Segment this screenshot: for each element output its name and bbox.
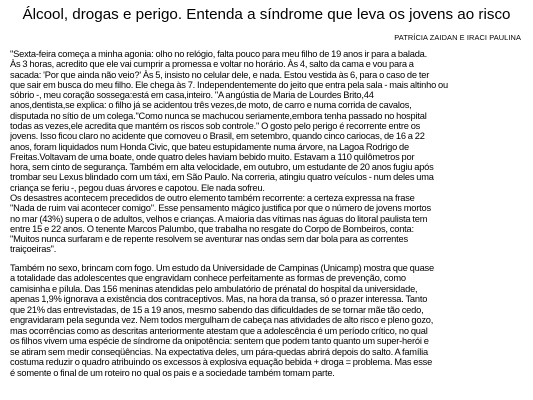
text-line: anos, foram liquidados num Honda Civic, que bateu estupidamente numa árvore, na Lagoa Rodrigo de — [10, 141, 409, 152]
text-line: apenas 1,9% ignorava a existência dos contraceptivos. Mas, na hora da transa, só o prazer interessa. Tanto — [10, 294, 428, 305]
text-line: no mar (43%) supera o de adultos, velhos e crianças. A maioria das vítimas nas águas do litoral paulista tem — [10, 213, 428, 224]
text-line: os filhos vivem uma espécie de síndrome da onipotência: sentem que podem tanto quanto um super-herói e — [10, 336, 429, 347]
article-byline: PATRÍCIA ZAIDAN E IRACI PAULINA — [394, 33, 521, 42]
text-line: costuma reduzir o quadro atribuindo os excessos à explosiva equação bebida + droga = problema. Mas esse — [10, 357, 433, 368]
text-line: "Nada de ruim vai acontecer comigo". Esse pensamento mágico justifica por que o número de jovens mortos — [10, 203, 431, 214]
paragraph-1 — [10, 49, 525, 255]
text-line: anos,dentista,se explica: o filho já se acidentou três vezes,de moto, de carro e numa corrida de cavalos, — [10, 100, 412, 111]
text-line: se atiram sem medir conseqüências. Na expectativa deles, um pára-quedas abrirá depois do salto. A família — [10, 346, 428, 357]
text-line: trombar seu Lexus blindado com um táxi, em São Paulo. Na correria, atingiu quatro veículos - num deles uma — [10, 172, 434, 183]
text-line: é somente o final de um roteiro no qual os pais e a sociedade também tomam parte. — [10, 367, 335, 378]
text-line: disputada no sítio de um colega."Como nunca se machucou seriamente,embora tenha passado no hospital — [10, 110, 427, 121]
paragraph-2 — [10, 263, 525, 378]
text-line: sóbrio -, meu coração sossega:está em casa,inteiro. "A angústia de Maria de Lourdes Brito,44 — [10, 90, 374, 101]
text-line: todas as vezes,ele acredita que mantém os riscos sob controle." O gosto pelo perigo é recorrente entre os — [10, 120, 421, 131]
text-line: Freitas.Voltavam de uma boate, onde quatro deles haviam bebido muito. Estavam a 110 quilômetros por — [10, 151, 415, 162]
text-line: Os desastres acontecem precedidos de outro elemento também recorrente: a certeza expressa na frase — [10, 192, 415, 203]
text-line: camisinha e pílula. Das 156 meninas atendidas pelo ambulatório de prénatal do hospital da universidade, — [10, 283, 418, 294]
text-line: que sair em busca do meu filho. Ele chega às 7. Independentemente do jeito que entra pela sala - mais altinho ou — [10, 79, 448, 90]
text-line: criança se feriu -, pegou duas árvores e capotou. Ele nada sofreu. — [10, 182, 265, 193]
text-line: Às 3 horas, acredito que ele vai cumprir a promessa e voltar no horário. Às 4, salto da cama e vou para a — [10, 59, 414, 70]
text-line: hora, sem cinto de segurança. Também em alta velocidade, em outubro, um estudante de 20 anos fugiu após — [10, 162, 434, 173]
article-title: Álcool, drogas e perigo. Entenda a síndrome que leva os jovens ao risco — [22, 6, 511, 23]
text-line: Também no sexo, brincam com fogo. Um estudo da Universidade de Campinas (Unicamp) mostra que quase — [10, 263, 434, 273]
text-line: traiçoeiras". — [10, 244, 57, 255]
text-line: entre 15 e 22 anos. O tenente Marcos Palumbo, que trabalha no resgate do Corpo de Bombeiros, conta: — [10, 223, 414, 234]
text-line: "Muitos nunca surfaram e de repente resolvem se aventurar nas ondas sem dar bola para as correntes — [10, 234, 408, 245]
text-line: "Sexta-feira começa a minha agonia: olho no relógio, falta pouco para meu filho de 19 anos ir para a balada. — [10, 49, 428, 59]
text-line: engravidaram pela segunda vez. Nem todos mergulham de cabeça nas atividades de alto risco e pleno gozo, — [10, 315, 434, 326]
text-line: a totalidade das adolescentes que engravidam conhece perfeitamente as formas de prevenção, como — [10, 273, 406, 284]
text-line: que 21% das entrevistadas, de 15 a 19 anos, mesmo sabendo das dificuldades de se tornar mãe tão cedo, — [10, 304, 424, 315]
text-line: sacada: 'Por que ainda não veio?' Às 5, insisto no celular dele, e nada. Estou vestida às 6, para o caso de ter — [10, 69, 430, 80]
text-line: mas ocorrências como as descritas anteriormente atestam que a adolescência é um período crítico, no qual — [10, 325, 428, 336]
text-line: jovens. Isso ficou claro no acidente que comoveu o Brasil, em setembro, quando cinco cariocas, de 16 a 22 — [10, 131, 425, 142]
